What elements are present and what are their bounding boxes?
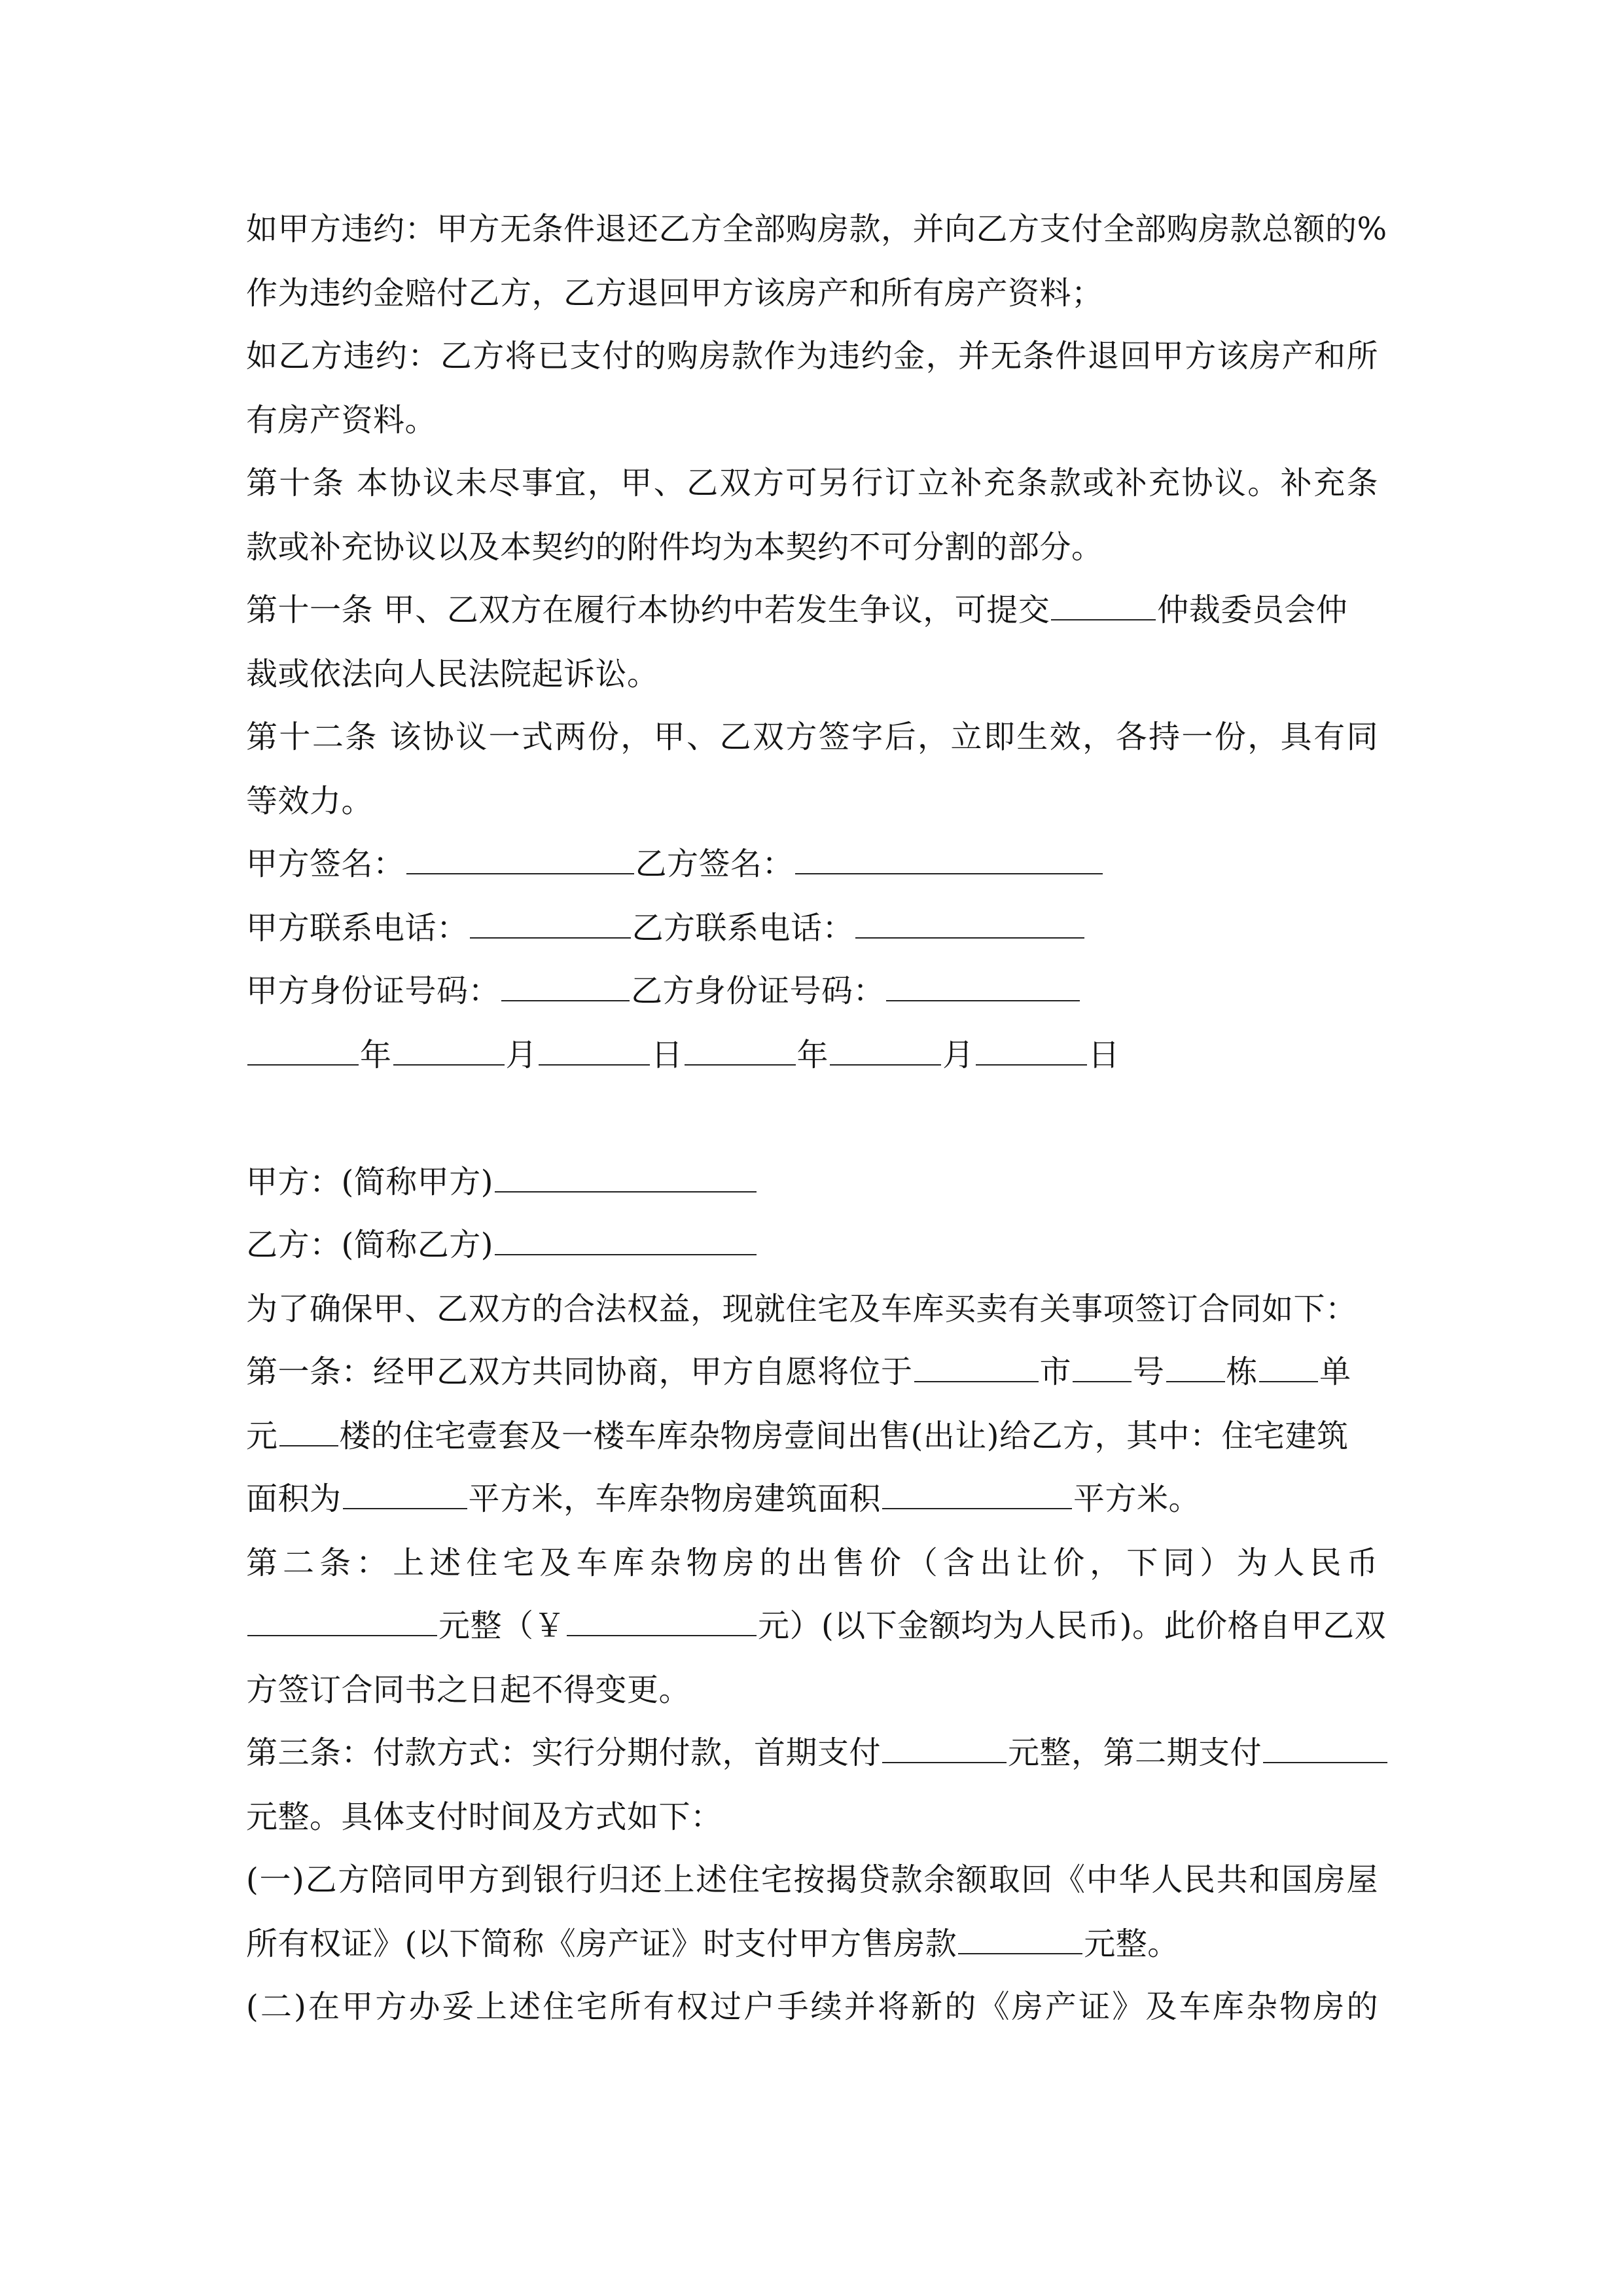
article-1-text-2: 楼的住宅壹套及一楼车库杂物房壹间出售(出让)给乙方，其中：住宅建筑 bbox=[339, 1418, 1349, 1454]
first-payment-label: 第三条：付款方式：实行分期付款，首期支付 bbox=[246, 1734, 882, 1771]
article-1-text: 第一条：经甲乙双方共同协商，甲方自愿将位于 bbox=[246, 1354, 913, 1390]
party-b-label: 乙方：(简称乙方) bbox=[246, 1227, 493, 1263]
text-line: 款或补充协议以及本契约的附件均为本契约不可分割的部分。 bbox=[246, 529, 1103, 565]
party-b-phone-blank bbox=[855, 908, 1084, 939]
second-payment-label: 元整，第二期支付 bbox=[1008, 1734, 1262, 1771]
party-b-id-label: 乙方身份证号码： bbox=[631, 973, 885, 1009]
text-line: 如甲方违约：甲方无条件退还乙方全部购房款，并向乙方支付全部购房款总额的% bbox=[246, 211, 1387, 247]
text-line: 第十二条 该协议一式两份，甲、乙双方签字后，立即生效，各持一份，具有同 bbox=[246, 719, 1378, 755]
article-1-line-3 bbox=[246, 1478, 1200, 1520]
sale-payment-blank bbox=[958, 1924, 1082, 1954]
item-1-line-1: (一)乙方陪同甲方到银行归还上述住宅按揭贷款余额取回《中华人民共和国房屋 bbox=[246, 1861, 1378, 1898]
text-line: 裁或依法向人民法院起诉讼。 bbox=[246, 656, 659, 692]
month-a-label: 月 bbox=[505, 1037, 538, 1073]
day-b-label: 日 bbox=[1088, 1037, 1120, 1073]
house-area-blank bbox=[343, 1479, 467, 1509]
article-3-line-2: 元整。具体支付时间及方式如下： bbox=[246, 1799, 722, 1835]
date-row bbox=[246, 1034, 1120, 1076]
party-b-sign-blank bbox=[795, 844, 1103, 874]
day-a-label: 日 bbox=[651, 1037, 683, 1073]
party-b-blank bbox=[495, 1225, 757, 1255]
unit-label: 单 bbox=[1319, 1354, 1351, 1390]
party-b-id-blank bbox=[886, 971, 1080, 1001]
phone-row bbox=[246, 907, 1086, 949]
price-number-blank bbox=[567, 1606, 757, 1636]
party-a-sign-label: 甲方签名： bbox=[246, 846, 405, 882]
article-3-line-1 bbox=[246, 1732, 1389, 1774]
party-b-line bbox=[246, 1224, 758, 1266]
sale-payment-unit: 元整。 bbox=[1084, 1926, 1179, 1962]
article-2-line-3: 方签订合同书之日起不得变更。 bbox=[246, 1672, 691, 1708]
day-b-blank bbox=[976, 1035, 1087, 1066]
second-payment-blank bbox=[1263, 1733, 1387, 1763]
party-a-line bbox=[246, 1161, 758, 1203]
party-a-sign-blank bbox=[406, 844, 634, 874]
id-row bbox=[246, 970, 1081, 1012]
year-a-blank bbox=[247, 1035, 359, 1066]
garage-area-label: 平方米，车库杂物房建筑面积 bbox=[468, 1480, 882, 1517]
party-a-phone-label: 甲方联系电话： bbox=[246, 910, 469, 946]
article-2-line-1: 第二条：上述住宅及车库杂物房的出售价（含出让价，下同）为人民币 bbox=[246, 1545, 1378, 1581]
month-b-blank bbox=[830, 1035, 941, 1066]
article-1-line-2 bbox=[246, 1415, 1348, 1457]
party-a-label: 甲方：(简称甲方) bbox=[246, 1164, 493, 1200]
month-a-blank bbox=[393, 1035, 505, 1066]
year-b-label: 年 bbox=[796, 1037, 829, 1073]
item-1-line-2 bbox=[246, 1923, 1179, 1965]
day-a-blank bbox=[539, 1035, 650, 1066]
article-11-text-end: 仲裁委员会仲 bbox=[1157, 592, 1348, 628]
floor-blank bbox=[279, 1416, 338, 1446]
signature-row bbox=[246, 843, 1104, 885]
party-a-id-label: 甲方身份证号码： bbox=[246, 973, 501, 1009]
text-line: 等效力。 bbox=[246, 783, 374, 819]
article-11-line bbox=[246, 589, 1347, 631]
party-b-phone-label: 乙方联系电话： bbox=[632, 910, 855, 946]
price-number-label: 元）(以下金额均为人民币)。此价格自甲乙双 bbox=[758, 1607, 1386, 1644]
number-blank bbox=[1073, 1352, 1132, 1382]
party-a-phone-blank bbox=[470, 908, 631, 939]
city-label: 市 bbox=[1039, 1354, 1072, 1390]
intro-line: 为了确保甲、乙双方的合法权益，现就住宅及车库买卖有关事项签订合同如下： bbox=[246, 1291, 1357, 1327]
unit-blank bbox=[1259, 1352, 1318, 1382]
article-1-line-1 bbox=[246, 1351, 1351, 1393]
year-a-label: 年 bbox=[360, 1037, 392, 1073]
party-a-blank bbox=[495, 1162, 757, 1193]
text-line: 如乙方违约：乙方将已支付的购房款作为违约金，并无条件退回甲方该房产和所 bbox=[246, 338, 1378, 374]
year-b-blank bbox=[685, 1035, 796, 1066]
area-label: 面积为 bbox=[246, 1480, 342, 1517]
garage-area-blank bbox=[882, 1479, 1072, 1509]
price-words-label: 元整（￥ bbox=[438, 1607, 566, 1644]
building-blank bbox=[1166, 1352, 1225, 1382]
arbitration-blank bbox=[1051, 590, 1156, 620]
city-blank bbox=[914, 1352, 1039, 1382]
first-payment-blank bbox=[882, 1733, 1007, 1763]
text-line: 有房产资料。 bbox=[246, 402, 437, 439]
article-11-text: 第十一条 甲、乙双方在履行本协约中若发生争议，可提交 bbox=[246, 592, 1050, 628]
month-b-label: 月 bbox=[942, 1037, 974, 1073]
text-line: 第十条 本协议未尽事宜，甲、乙双方可另行订立补充条款或补充协议。补充条 bbox=[246, 465, 1378, 501]
price-words-blank bbox=[247, 1606, 437, 1636]
item-1-text: 所有权证》(以下简称《房产证》时支付甲方售房款 bbox=[246, 1926, 957, 1962]
party-b-sign-label: 乙方签名： bbox=[635, 846, 794, 882]
number-label: 号 bbox=[1133, 1354, 1165, 1390]
building-label: 栋 bbox=[1226, 1354, 1258, 1390]
unit-label-cont: 元 bbox=[246, 1418, 278, 1454]
area-unit-label: 平方米。 bbox=[1073, 1480, 1201, 1517]
party-a-id-blank bbox=[501, 971, 630, 1001]
item-2-line-1: (二)在甲方办妥上述住宅所有权过户手续并将新的《房产证》及车库杂物房的 bbox=[246, 1988, 1378, 2025]
article-2-line-2 bbox=[246, 1605, 1386, 1647]
text-line: 作为违约金赔付乙方，乙方退回甲方该房产和所有房产资料； bbox=[246, 275, 1103, 312]
